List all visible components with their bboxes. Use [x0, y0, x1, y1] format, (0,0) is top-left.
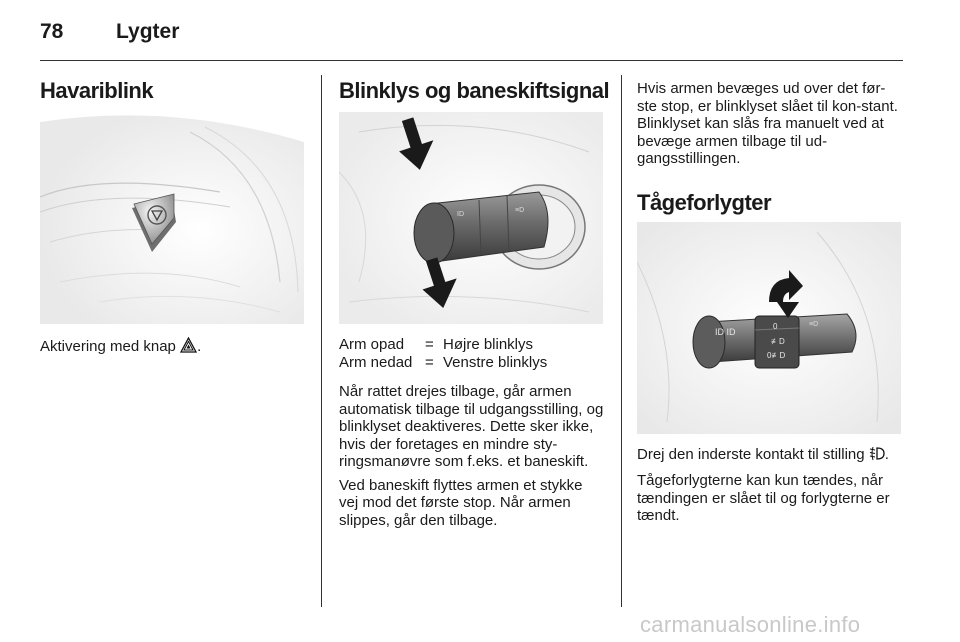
legend-sep: = — [425, 336, 434, 353]
svg-text:≢D: ≢D — [771, 337, 785, 346]
turn-signal-body — [339, 383, 605, 535]
heading-hazard-lights: Havariblink — [40, 78, 154, 103]
watermark: carmanualsonline.info — [640, 612, 861, 637]
turn-signal-continued — [637, 80, 903, 174]
hazard-caption — [40, 337, 201, 358]
column-divider-1 — [321, 75, 322, 607]
page-number: 78 — [40, 20, 64, 43]
hazard-caption-text: Aktivering med knap — [40, 338, 176, 355]
legend-key: Arm opad — [339, 336, 405, 353]
svg-text:≡D: ≡D — [515, 207, 525, 214]
legend-row — [339, 336, 547, 354]
front-fog-light-icon — [869, 446, 885, 466]
svg-text:≡D: ≡D — [809, 321, 819, 328]
body-paragraph: Når rattet drejes tilbage, går armen automatisk tilbage til udgangsstilling, og blinklyset deaktiveres. Dette sker ikke, hvis der foretages en mindre sty-ringsmanøvre som f.eks. et baneskift. — [339, 383, 604, 470]
hazard-button-illustration — [40, 112, 304, 324]
legend-value: Højre blinklys — [443, 336, 534, 353]
svg-text:ID: ID — [457, 211, 464, 218]
fog-light-switch-illustration — [637, 222, 901, 434]
body-paragraph: Hvis armen bevæges ud over det før-ste stop, er blinklyset slået til kon-stant. Blinklyset kan slås fra manuelt ved at bevæge armen tilbage til ud-gangsstillingen. — [637, 80, 898, 167]
fog-caption — [637, 446, 889, 466]
turn-signal-legend — [339, 336, 547, 371]
heading-fog-lights: Tågeforlygter — [637, 190, 772, 215]
turn-signal-lever-illustration — [339, 112, 603, 324]
hazard-triangle-icon — [180, 337, 197, 358]
legend-sep: = — [425, 353, 434, 371]
body-paragraph: Ved baneskift flyttes armen et stykke vej mod det første stop. Når armen slippes, går den tilbage. — [339, 476, 583, 529]
heading-turn-signals: Blinklys og baneskiftsignal — [339, 78, 610, 103]
fog-caption-text: Drej den inderste kontakt til stilling — [637, 446, 865, 463]
hazard-caption-end: . — [197, 338, 202, 355]
legend-value: Venstre blinklys — [443, 353, 548, 371]
body-paragraph: Tågeforlygterne kan kun tændes, når tændingen er slået til og forlygterne er tændt. — [637, 472, 890, 524]
fog-caption-end: . — [884, 446, 889, 463]
header-rule — [40, 60, 903, 61]
legend-row — [339, 354, 547, 372]
chapter-title: Lygter — [116, 20, 180, 43]
fog-body — [637, 472, 903, 531]
column-divider-2 — [621, 75, 622, 607]
legend-key: Arm nedad — [339, 353, 413, 371]
svg-text:ID ID: ID ID — [715, 327, 736, 337]
svg-text:0: 0 — [773, 322, 778, 331]
svg-text:0≢D: 0≢D — [767, 351, 786, 360]
